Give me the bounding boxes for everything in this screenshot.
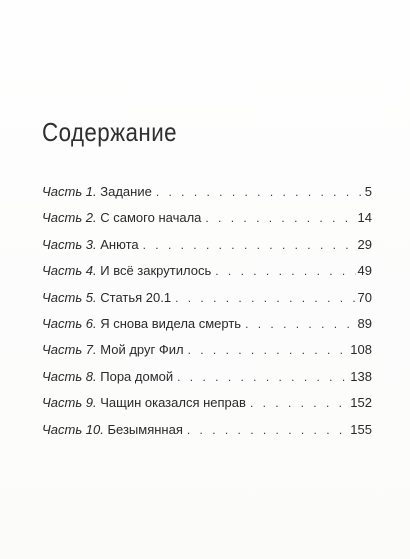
page-number: 5 [364, 184, 372, 199]
part-label: Часть [42, 236, 83, 252]
part-label: Часть [42, 184, 83, 199]
toc-entry [42, 237, 372, 263]
part-label: Часть [42, 395, 83, 411]
chapter-title: И всё закрутилось [100, 263, 212, 279]
toc-entry [42, 290, 372, 316]
page-number: 49 [357, 263, 372, 279]
chapter-title: Я снова видела смерть [100, 315, 242, 331]
part-label: Часть [42, 263, 83, 279]
page-number: 89 [357, 315, 372, 331]
chapter-title: Пора домой [100, 368, 174, 384]
part-number: 2. [85, 210, 97, 226]
page-number: 14 [357, 210, 372, 226]
table-of-contents [42, 184, 372, 448]
dot-leader [156, 185, 363, 199]
toc-entry [42, 263, 372, 289]
dot-leader [188, 343, 349, 357]
part-number: 9. [85, 395, 97, 411]
page-number: 152 [350, 395, 372, 411]
part-label: Часть [42, 342, 83, 358]
page-number: 29 [357, 236, 372, 252]
part-label: Часть [42, 210, 83, 226]
chapter-title: Мой друг Фил [100, 342, 184, 358]
dot-leader [250, 396, 348, 410]
chapter-title: С самого начала [100, 210, 202, 226]
chapter-title: Безымянная [107, 421, 183, 437]
toc-entry [42, 316, 372, 342]
part-number: 7. [85, 342, 97, 358]
part-number: 8. [85, 368, 97, 384]
toc-entry [42, 422, 372, 448]
chapter-title: Анюта [100, 236, 139, 252]
toc-entry [42, 210, 372, 236]
page-number: 138 [350, 368, 372, 384]
toc-entry [42, 184, 372, 210]
dot-leader [143, 238, 356, 252]
part-number: 1. [85, 184, 97, 199]
part-number: 5. [85, 289, 97, 305]
page-number: 155 [350, 421, 372, 437]
dot-leader [187, 423, 348, 437]
toc-entry [42, 369, 372, 395]
chapter-title: Задание [100, 184, 152, 199]
part-label: Часть [42, 315, 83, 331]
dot-leader [177, 370, 348, 384]
part-label: Часть [42, 368, 83, 384]
dot-leader [245, 317, 355, 331]
dot-leader [205, 211, 355, 225]
chapter-title: Статья 20.1 [100, 289, 172, 305]
page-number: 108 [350, 342, 372, 358]
part-number: 4. [85, 263, 97, 279]
toc-entry [42, 342, 372, 368]
chapter-title: Чащин оказался неправ [100, 395, 246, 411]
part-label: Часть [42, 421, 83, 437]
toc-entry [42, 395, 372, 421]
page-title: Содержание [42, 117, 177, 147]
part-label: Часть [42, 289, 83, 305]
dot-leader [215, 264, 355, 278]
part-number: 6. [85, 315, 97, 331]
part-number: 10. [85, 421, 104, 437]
part-number: 3. [85, 236, 97, 252]
dot-leader [175, 291, 355, 305]
page-number: 70 [357, 289, 372, 305]
